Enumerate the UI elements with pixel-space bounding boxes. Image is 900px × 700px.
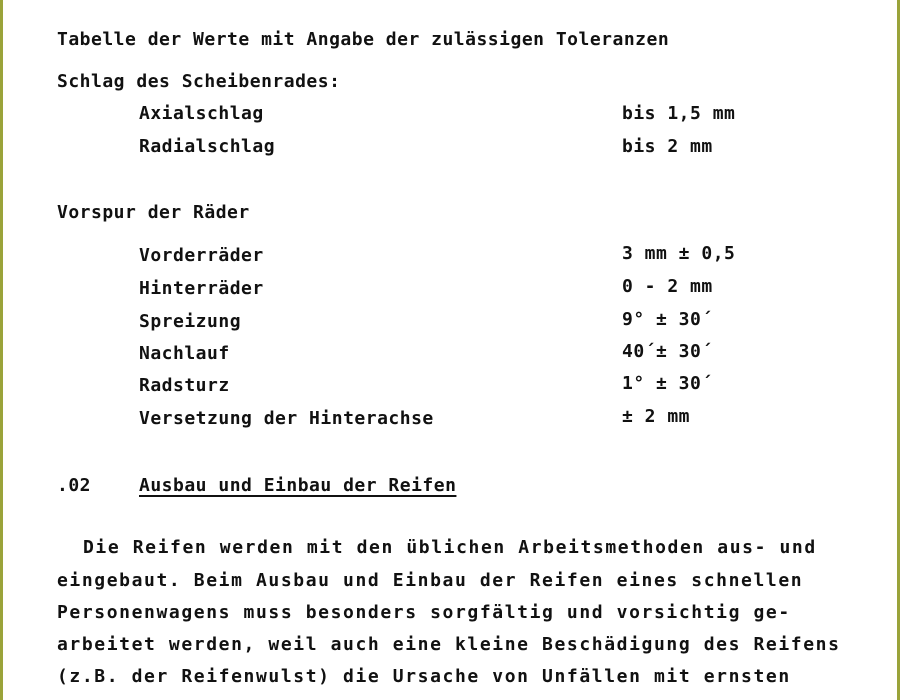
- page-border-left: [0, 0, 3, 700]
- section-title: Ausbau und Einbau der Reifen: [139, 475, 457, 496]
- toe-label-rear-axle-offset: Versetzung der Hinterachse: [139, 408, 434, 429]
- paragraph-line-2: eingebaut. Beim Ausbau und Einbau der Reifen eines schnellen: [57, 570, 804, 591]
- toe-value-kingpin: 9° ± 30´: [622, 309, 713, 330]
- toe-label-kingpin: Spreizung: [139, 311, 242, 332]
- toe-value-camber: 1° ± 30´: [622, 373, 713, 394]
- table-title: Tabelle der Werte mit Angabe der zulässigen Toleranzen: [57, 29, 670, 50]
- toe-label-caster: Nachlauf: [139, 343, 230, 364]
- paragraph-line-1: Die Reifen werden mit den üblichen Arbeitsmethoden aus- und: [83, 537, 817, 558]
- runout-label-axial: Axialschlag: [139, 103, 264, 124]
- paragraph-line-5: (z.B. der Reifenwulst) die Ursache von Unfällen mit ernsten: [57, 666, 791, 687]
- paragraph-line-4: arbeitet werden, weil auch eine kleine Beschädigung des Reifens: [57, 634, 841, 655]
- runout-heading: Schlag des Scheibenrades:: [57, 71, 341, 92]
- toe-label-front: Vorderräder: [139, 245, 264, 266]
- toe-label-rear: Hinterräder: [139, 278, 264, 299]
- runout-label-radial: Radialschlag: [139, 136, 276, 157]
- toe-label-camber: Radsturz: [139, 375, 230, 396]
- toe-value-caster: 40´± 30´: [622, 341, 713, 362]
- runout-value-axial: bis 1,5 mm: [622, 103, 736, 124]
- paragraph-line-3: Personenwagens muss besonders sorgfältig und vorsichtig ge-: [57, 602, 791, 623]
- toe-value-rear-axle-offset: ± 2 mm: [622, 406, 691, 427]
- toe-value-rear: 0 - 2 mm: [622, 276, 713, 297]
- toe-heading: Vorspur der Räder: [57, 202, 250, 223]
- toe-value-front: 3 mm ± 0,5: [622, 243, 736, 264]
- runout-value-radial: bis 2 mm: [622, 136, 713, 157]
- section-number: .02: [57, 475, 92, 496]
